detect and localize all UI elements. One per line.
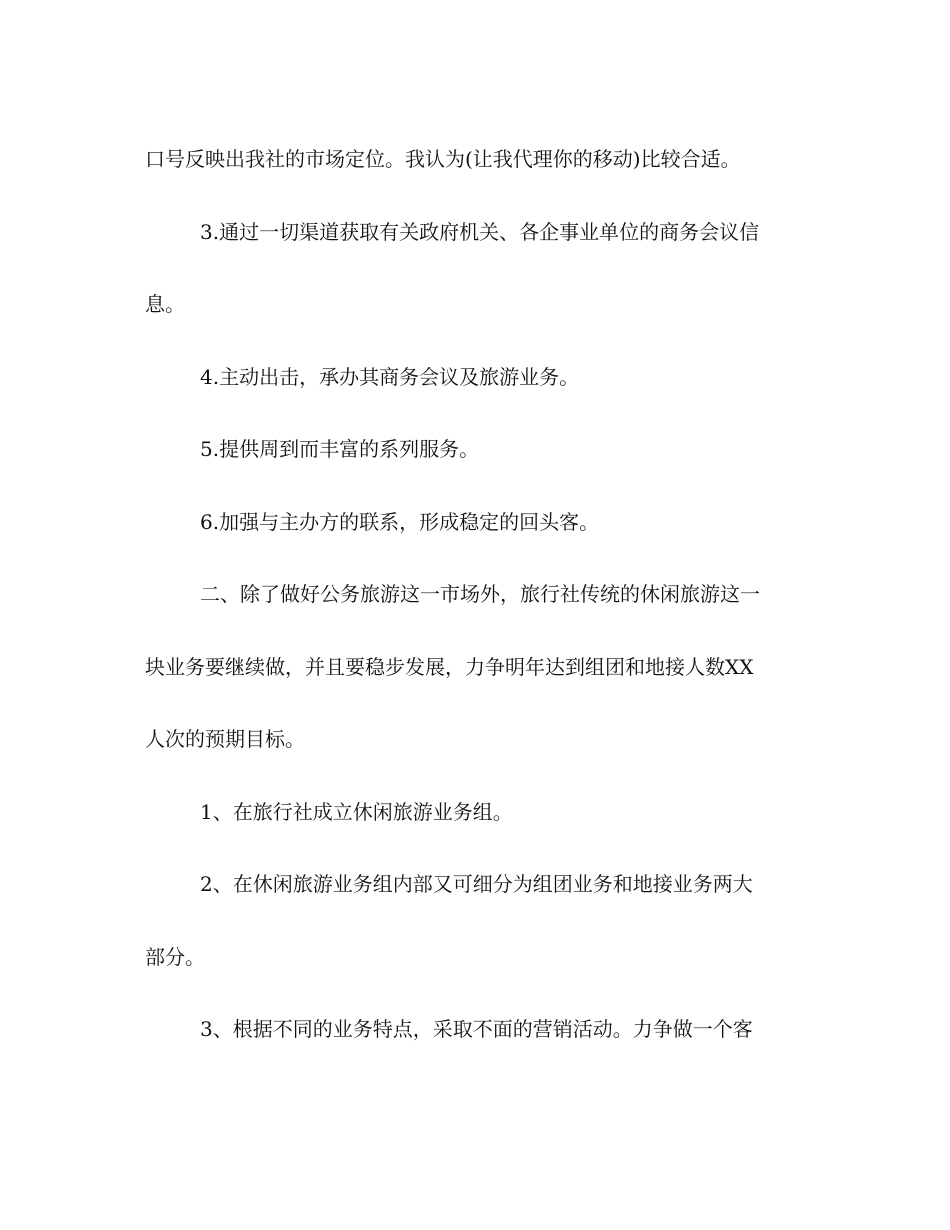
text-line: 2、在休闲旅游业务组内部又可细分为组团业务和地接业务两大 <box>200 872 753 896</box>
text-line: 部分。 <box>145 944 205 969</box>
text-line: 3.通过一切渠道获取有关政府机关、各企事业单位的商务会议信 <box>200 219 760 244</box>
text-line: 3、根据不同的业务特点，采取不面的营销活动。力争做一个客 <box>200 1017 753 1041</box>
text-line: 息。 <box>145 292 185 316</box>
document-body <box>145 140 810 1083</box>
text-line: 5.提供周到而丰富的系列服务。 <box>200 437 480 461</box>
text-line: 人次的预期目标。 <box>145 727 305 751</box>
text-line: 6.加强与主办方的联系，形成稳定的回头客。 <box>200 509 600 534</box>
text-line: 4.主动出击，承办其商务会议及旅游业务。 <box>200 364 580 389</box>
text-line: 块业务要继续做，并且要稳步发展，力争明年达到组团和地接人数XX <box>145 654 754 679</box>
text-line: 口号反映出我社的市场定位。我认为(让我代理你的移动)比较合适。 <box>145 147 741 171</box>
text-line: 1、在旅行社成立休闲旅游业务组。 <box>200 799 513 824</box>
text-line: 二、除了做好公务旅游这一市场外，旅行社传统的休闲旅游这一 <box>200 582 760 606</box>
